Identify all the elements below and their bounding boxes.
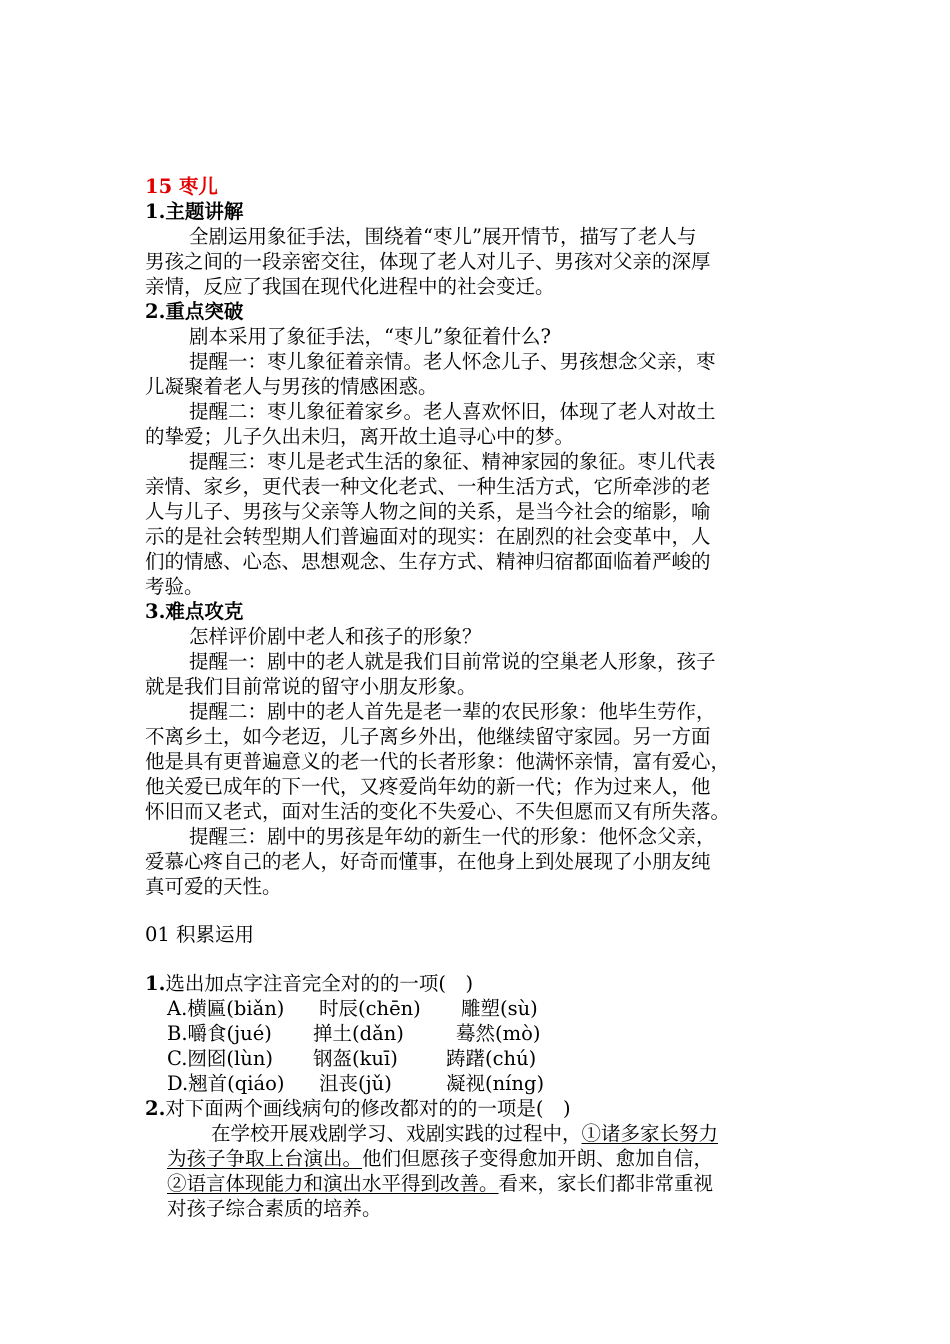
paragraph-line: 提醒一：剧中的老人就是我们目前常说的空巢老人形象，孩子 <box>189 650 716 673</box>
option-a <box>167 996 538 1021</box>
passage-text: 他们但愿孩子变得愈加开朗、愈加自信， <box>362 1147 714 1170</box>
option-item: 钢盔(kuī) <box>313 1047 398 1070</box>
section-heading-keypoints: 2.重点突破 <box>145 300 244 323</box>
option-item: B.嚼食(jué) <box>167 1022 272 1045</box>
paragraph-line: 亲情，反应了我国在现代化进程中的社会变迁。 <box>145 275 555 298</box>
option-item: 沮丧(jǔ) <box>319 1072 392 1095</box>
passage-line: 对孩子综合素质的培养。 <box>167 1197 382 1220</box>
section-heading-theme: 1.主题讲解 <box>145 200 244 223</box>
option-d <box>167 1071 544 1096</box>
paragraph-line: 他关爱已成年的下一代，又疼爱尚年幼的新一代；作为过来人，他 <box>145 775 711 798</box>
paragraph-line: 就是我们目前常说的留守小朋友形象。 <box>145 675 477 698</box>
paragraph-line: 全剧运用象征手法，围绕着“枣儿”展开情节，描写了老人与 <box>189 225 697 248</box>
paragraph-line: 不离乡土，如今老迈，儿子离乡外出，他继续留守家园。另一方面 <box>145 725 711 748</box>
paragraph-line: 爱慕心疼自己的老人，好奇而懂事，在他身上到处展现了小朋友纯 <box>145 850 711 873</box>
paragraph-line: 提醒二：剧中的老人首先是老一辈的农民形象：他毕生劳作， <box>189 700 716 723</box>
paragraph-line: 儿凝聚着老人与男孩的情感困惑。 <box>145 375 438 398</box>
question-1-stem <box>145 971 473 996</box>
option-item: 凝视(níng) <box>446 1072 545 1095</box>
paragraph-line: 怀旧而又老式，面对生活的变化不失爱心、不失但愿而又有所失落。 <box>145 800 731 823</box>
paragraph-line: 们的情感、心态、思想观念、生存方式、精神归宿都面临着严峻的 <box>145 550 711 573</box>
passage-line <box>167 1171 713 1196</box>
question-number: 2. <box>145 1097 166 1120</box>
passage-text: 看来，家长们都非常重视 <box>498 1172 714 1195</box>
paragraph-line: 提醒三：枣儿是老式生活的象征、精神家园的象征。枣儿代表 <box>189 450 716 473</box>
underlined-sentence-2: ②语言体现能力和演出水平得到改善。 <box>167 1172 499 1195</box>
option-item: C.囫囵(lùn) <box>167 1047 273 1070</box>
option-c <box>167 1046 536 1071</box>
option-item: 踌躇(chú) <box>446 1047 537 1070</box>
question-2-stem <box>145 1096 571 1121</box>
practice-heading: 01 积累运用 <box>145 923 255 946</box>
option-item: D.翘首(qiáo) <box>167 1072 285 1095</box>
paragraph-line: 的挚爱；儿子久出未归，离开故土追寻心中的梦。 <box>145 425 575 448</box>
paragraph-line: 考验。 <box>145 575 204 598</box>
lesson-title: 15 枣儿 <box>145 175 218 198</box>
paragraph-line: 示的是社会转型期人们普遍面对的现实：在剧烈的社会变革中，人 <box>145 525 711 548</box>
option-item: 蓦然(mò) <box>456 1022 541 1045</box>
paragraph-line: 提醒二：枣儿象征着家乡。老人喜欢怀旧，体现了老人对故土 <box>189 400 716 423</box>
option-item: 时辰(chēn) <box>319 997 421 1020</box>
underlined-sentence-1: 为孩子争取上台演出。 <box>167 1147 363 1170</box>
paragraph-line: 剧本采用了象征手法，“枣儿”象征着什么? <box>189 325 551 348</box>
option-item: A.横匾(biǎn) <box>167 997 285 1020</box>
paragraph-line: 提醒三：剧中的男孩是年幼的新生一代的形象：他怀念父亲， <box>189 825 716 848</box>
paragraph-line: 怎样评价剧中老人和孩子的形象？ <box>189 625 482 648</box>
section-heading-difficulties: 3.难点攻克 <box>145 600 244 623</box>
option-item: 雕塑(sù) <box>461 997 538 1020</box>
option-item: 掸土(dǎn) <box>313 1022 404 1045</box>
underlined-sentence-1: ①诸多家长努力 <box>581 1122 719 1145</box>
question-number: 1. <box>145 972 166 995</box>
paragraph-line: 人与儿子、男孩与父亲等人物之间的关系，是当今社会的缩影，喻 <box>145 500 711 523</box>
passage-line <box>167 1146 713 1171</box>
question-text: 选出加点字注音完全对的的一项( ) <box>165 972 474 995</box>
paragraph-line: 提醒一：枣儿象征着亲情。老人怀念儿子、男孩想念父亲，枣 <box>189 350 716 373</box>
paragraph-line: 亲情、家乡，更代表一种文化老式、一种生活方式，它所牵涉的老 <box>145 475 711 498</box>
paragraph-line: 他是具有更普遍意义的老一代的长者形象：他满怀亲情，富有爱心， <box>145 750 731 773</box>
option-b <box>167 1021 540 1046</box>
passage-line <box>211 1121 718 1146</box>
question-text: 对下面两个画线病句的修改都对的的一项是( ) <box>165 1097 571 1120</box>
paragraph-line: 真可爱的天性。 <box>145 875 282 898</box>
paragraph-line: 男孩之间的一段亲密交往，体现了老人对儿子、男孩对父亲的深厚 <box>145 250 711 273</box>
passage-text: 在学校开展戏剧学习、戏剧实践的过程中， <box>211 1122 582 1145</box>
